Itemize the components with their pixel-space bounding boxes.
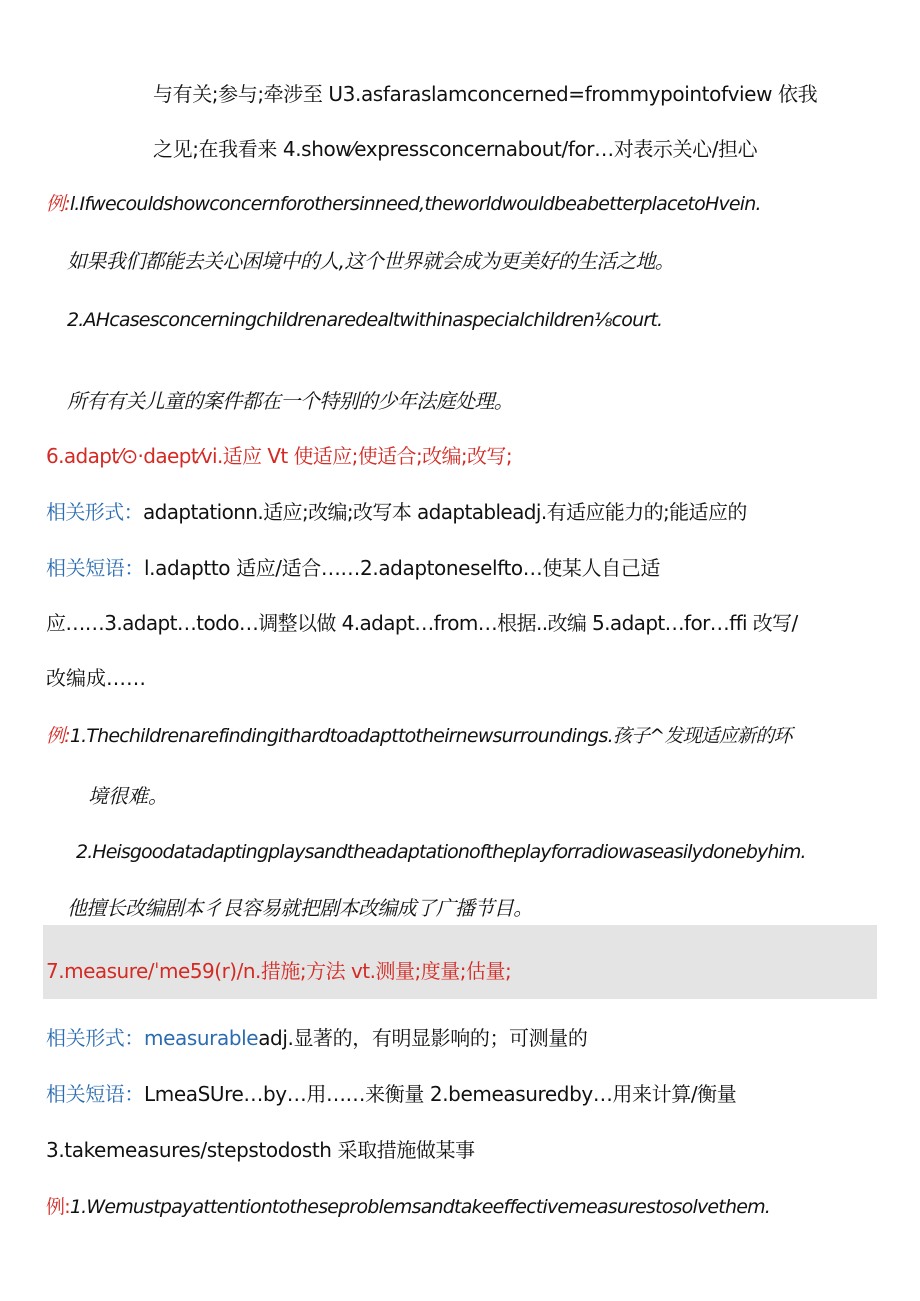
related-phrases-label: 相关短语： xyxy=(46,1082,144,1106)
line-concern-phrases-2: 之见;在我看来 4.show⁄expressconcernabout/for…对表示关心/担心 xyxy=(153,137,758,161)
example-label: 例: xyxy=(46,193,70,215)
line-concern-phrases-1: 与有关;参与;牵涉至 U3.asfaraslamconcerned=frommypointofview 依我 xyxy=(153,82,818,106)
related-phrases-label: 相关短语： xyxy=(46,556,144,580)
related-forms-word: measurable xyxy=(144,1026,259,1050)
related-phrases-text: LmeaSUre…by…用……来衡量 2.bemeasuredby…用来计算/衡量 xyxy=(144,1082,737,1106)
entry-adapt-heading: 6.adapt⁄⊙·daept⁄vi.适应 Vt 使适应;使适合;改编;改写; xyxy=(46,444,512,468)
adapt-example-1-zh: 境很难。 xyxy=(88,784,168,808)
adapt-example-1-en xyxy=(46,722,792,750)
adapt-related-phrases-1 xyxy=(46,554,660,582)
example-1-zh: 如果我们都能去关心困境中的人,这个世界就会成为更美好的生活之地。 xyxy=(67,249,675,273)
measure-related-phrases-1 xyxy=(46,1080,736,1108)
example-text: 1.Thechildrenarefindingithardtoadapttotheirnewsurroundings.孩子^发现适应新的环 xyxy=(69,725,792,747)
example-2-en: 2.AHcasesconcerningchildrenaredealtwithinaspecialchildren⅛court. xyxy=(67,309,663,331)
adapt-example-2-en: 2.Heisgoodatadaptingplaysandtheadaptationoftheplayforradiowaseasilydonebyhim. xyxy=(76,841,806,863)
entry-measure-heading: 7.measure/ˈme59(r)/n.措施;方法 vt.测量;度量;估量; xyxy=(46,959,512,983)
measure-example-1-en xyxy=(46,1193,770,1221)
example-2-zh: 所有有关儿童的案件都在一个特别的少年法庭处理。 xyxy=(67,389,514,413)
example-1-en xyxy=(46,190,761,218)
measure-related-phrases-2: 3.takemeasures/stepstodosth 采取措施做某事 xyxy=(46,1138,475,1162)
related-forms-label: 相关形式： xyxy=(46,500,143,524)
related-forms-text: adaptationn.适应;改编;改写本 adaptableadj.有适应能力的;能适应的 xyxy=(143,500,747,524)
adapt-related-forms xyxy=(46,498,747,526)
example-label: 例: xyxy=(46,725,70,747)
related-forms-label: 相关形式： xyxy=(46,1026,144,1050)
measure-related-forms xyxy=(46,1024,587,1052)
adapt-related-phrases-3: 改编成…… xyxy=(46,666,146,690)
adapt-example-2-zh: 他擅长改编剧本彳艮容易就把剧本改编成了广播节目。 xyxy=(67,896,533,920)
example-text: 1.Wemustpayattentiontotheseproblemsandtakeeffectivemeasurestosolvethem. xyxy=(69,1196,771,1218)
related-forms-text: adj.显著的，有明显影响的；可测量的 xyxy=(258,1026,588,1050)
example-label: 例: xyxy=(46,1196,70,1218)
adapt-related-phrases-2: 应……3.adapt…todo…调整以做 4.adapt…from…根据..改编 5.adapt…for…ffi 改写/ xyxy=(46,611,798,635)
example-text: l.Ifwecouldshowconcernforothersinneed,theworldwouldbeabetterplacetoHvein. xyxy=(69,193,761,215)
related-phrases-text: l.adaptto 适应/适合……2.adaptoneselfto…使某人自己适 xyxy=(144,556,660,580)
